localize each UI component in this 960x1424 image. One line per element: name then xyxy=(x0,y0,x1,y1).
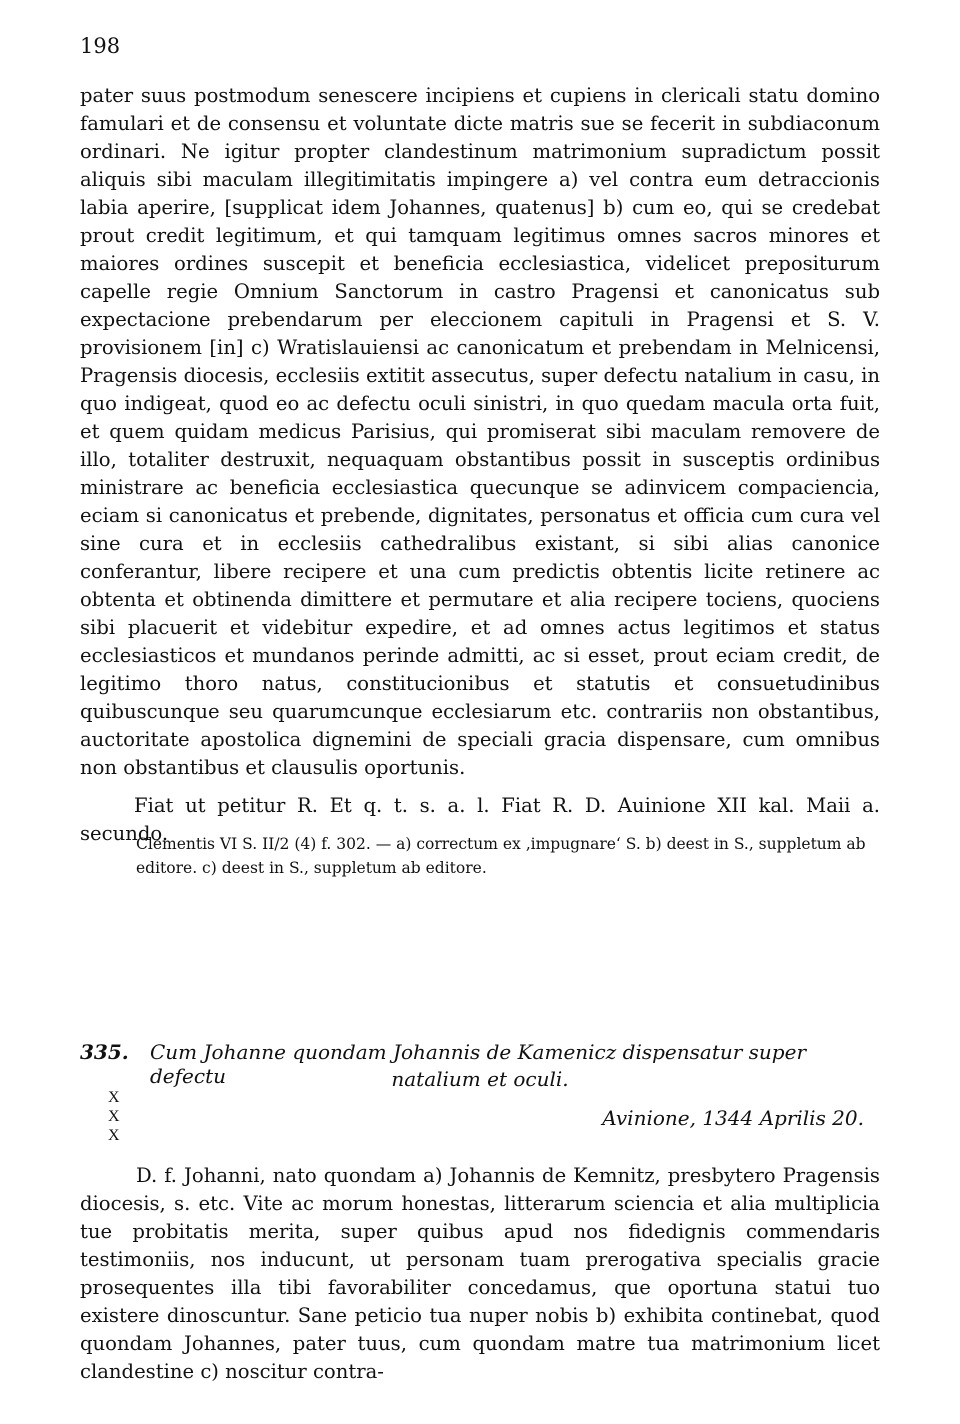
footnotes xyxy=(80,832,880,880)
mark: X xyxy=(108,1127,120,1144)
entry-title-continued: natalium et oculi. xyxy=(391,1067,569,1091)
footnote-text: Clementis VI S. II/2 (4) f. 302. — a) correctum ex ‚impugnare‘ S. b) deest in S., suppletum ab editore. c) deest in S., suppletum ab editore. xyxy=(136,835,866,877)
second-text-block xyxy=(80,1162,880,1386)
main-text-block xyxy=(80,82,880,848)
fiat-line: Fiat ut petitur R. Et q. t. s. a. l. Fiat R. D. Auinione XII kal. Maii a. secundo. xyxy=(80,794,880,845)
page-number: 198 xyxy=(80,34,121,58)
dateline: Avinione, 1344 Aprilis 20. xyxy=(602,1106,864,1130)
main-paragraph: pater suus postmodum senescere incipiens et cupiens in clericali statu domino famulari et de consensu et voluntate dicte matris sue se fecerit in subdiaconum ordinari. Ne igitur propter clandestinum matrimonium supradictum possit aliquis sibi maculam illegitimitatis impingere a) vel contra eum detraccionis labia aperire, [supplicat idem Johannes, quatenus] b) cum eo, qui se credebat prout credit legitimum, et qui tamquam legitimus omnes sacros minores et maiores ordines suscepit et beneficia ecclesiastica, videlicet prepositurum capelle regie Omnium Sanctorum in castro Pragensi et canonicatus sub expectacione prebendarum per eleccionem capituli in Pragensi et S. V. provisionem [in] c) Wratislauiensi ac canonicatum et prebendam in Melnicensi, Pragensis diocesis, ecclesiis extitit assecutus, super defectu natalium in casu, in quo indigeat, quod eo ac defectu oculi sinistri, in quo quedam macula orta fuit, et quem quidam medicus Parisius, qui promiserat sibi maculam removere de illo, totaliter destruxit, nequaquam obstantibus possit in susceptis ordinibus ministrare ac beneficia ecclesiastica quecunque se adinvicem compaciencia, eciam si canonicatus et prebende, dignitates, personatus et officia cum cura vel sine cura et in ecclesiis cathedralibus existant, si sibi alias canonice conferantur, libere recipere et una cum predictis obtentis licite retinere ac obtenta et obtinenda dimittere et permutare et alia recipere tociens, quociens sibi placuerit et videbitur expedire, et ad omnes actus legitimos et status ecclesiasticos et mundanos perinde admitti, ac si esset, prout eciam credit, de legitimo thoro natus, constitucionibus et statutis et consuetudinibus quibuscunque seu quarumcunque ecclesiarum etc. contrariis non obstantibus, auctoritate apostolica dignemini de speciali gracia dispensare, cum omnibus non obstantibus et clausulis oportunis. xyxy=(80,84,880,779)
entry-marks xyxy=(108,1088,120,1145)
entry-title: Cum Johanne quondam Johannis de Kamenicz dispensatur super defectu xyxy=(150,1040,807,1088)
entry-number: 335. xyxy=(80,1040,129,1064)
mark: X xyxy=(108,1108,120,1125)
second-paragraph: D. f. Johanni, nato quondam a) Johannis de Kemnitz, presbytero Pragensis diocesis, s. etc. Vite ac morum honestas, litterarum sciencia et alia multiplicia tue probitatis merita, super quibus apud nos fidedignis commendaris testimoniis, nos inducunt, ut personam tuam prerogativa specialis gracie prosequentes illa tibi favorabiliter concedamus, que oportuna statui tuo existere dinoscuntur. Sane peticio tua nuper nobis b) exhibita continebat, quod quondam Johannes, pater tuus, cum quondam matre tua matrimonium licet clandestine c) noscitur contra- xyxy=(80,1164,880,1383)
mark: X xyxy=(108,1089,120,1106)
